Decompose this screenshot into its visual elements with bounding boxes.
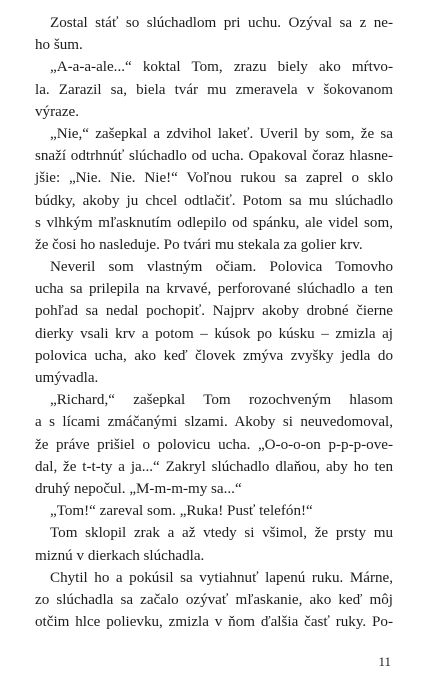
text-line: dierky vsali krv a potom – kúsok po kúsku – zmizla aj [35,325,393,342]
text-line: že práve prišiel o polovicu ucha. „O-o-o-on p-p-p-ove- [35,436,393,453]
text-line: výraze. [35,103,79,120]
text-line: zo slúchadla sa začalo ozývať mľaskanie, ako keď môj [35,591,393,608]
text-line: druhý nepočul. „M-m-m-my sa...“ [35,480,242,497]
text-line: ho šum. [35,37,83,54]
text-line: Neveril som vlastným očiam. Polovica Tomovho [50,259,393,276]
text-line: dal, že t-t-ty a ja...“ Zakryl slúchadlo dlaňou, aby ho ten [35,458,393,475]
text-line: s vlhkým mľasknutím odlepilo od spánku, ale videl som, [35,214,393,231]
text-line: búdky, akoby ju chcel odtlačiť. Potom sa mu slúchadlo [35,192,393,209]
text-line: polovica ucha, ako keď človek zmýva zvyšky jedla do [35,347,393,364]
text-line: „Nie,“ zašepkal a zdvihol lakeť. Uveril by som, že sa [50,125,393,142]
text-line: „Richard,“ zašepkal Tom rozochveným hlasom [50,392,393,409]
body-text [35,12,393,633]
text-line: pohľad sa nedal pochopiť. Najprv akoby drobné čierne [35,303,393,320]
page-number: 11 [378,654,391,669]
text-line: otčim hlce polievku, zmizla v ňom ďalšia časť ruky. Po- [35,614,393,631]
text-line: a s lícami zmáčanými slzami. Akoby si neuvedomoval, [35,414,393,431]
text-line: že čosi ho nasleduje. Po tvári mu stekala za golier krv. [35,236,363,253]
text-line: la. Zarazil sa, biela tvár mu zmeravela v šokovanom [35,81,393,98]
text-line: „Tom!“ zareval som. „Ruka! Pusť telefón!“ [50,503,313,520]
text-line: Tom sklopil zrak a až vtedy si všimol, že prsty mu [50,525,393,542]
text-line: „A-a-a-ale...“ koktal Tom, zrazu biely ako mŕtvo- [50,59,393,76]
text-line: jšie: „Nie. Nie. Nie!“ Voľnou rukou sa zaprel o sklo [35,170,393,187]
text-line: miznú v dierkach slúchadla. [35,547,205,564]
text-line: Chytil ho a pokúsil sa vytiahnuť lapenú ruku. Márne, [50,569,393,586]
text-line: ucha sa prilepila na krvavé, perforované slúchadlo a ten [35,281,393,298]
text-line: snaží odtrhnúť slúchadlo od ucha. Opakoval čoraz hlasne- [35,148,393,165]
text-line: Zostal stáť so slúchadlom pri uchu. Ozýval sa z ne- [50,15,393,31]
text-line: umývadla. [35,370,99,386]
